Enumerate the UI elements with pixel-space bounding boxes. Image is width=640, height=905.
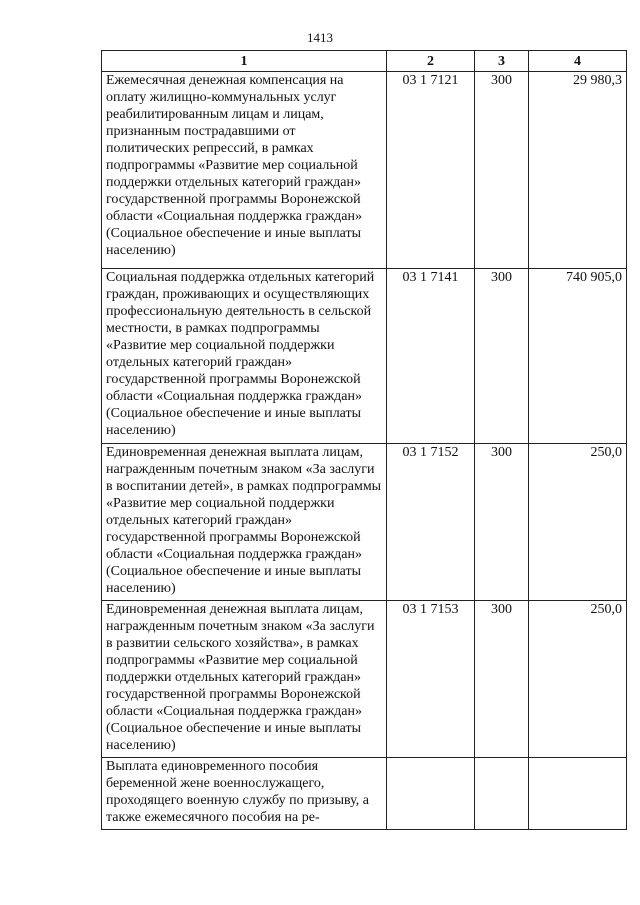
row-amount: 740 905,0 [529, 269, 627, 444]
row-expense-type: 300 [475, 269, 529, 444]
table-row [102, 444, 627, 601]
header-col-2: 2 [387, 51, 475, 72]
row-target-code: 03 1 7153 [387, 601, 475, 758]
row-description: Единовременная денежная выплата лицам, награжденным почетным знаком «За заслуги в развитии сельского хозяйства», в рамках подпрограммы «Развитие мер социальной поддержки отдельных категорий граждан» государственной программы Воронежской области «Социальная поддержка граждан» (Социальное обеспечение и иные выплаты населению) [102, 601, 387, 758]
row-description: Ежемесячная денежная компенсация на оплату жилищно-коммунальных услуг реабилитированным лицам и лицам, признанным пострадавшими от политических репрессий, в рамках подпрограммы «Развитие мер социальной поддержки отдельных категорий граждан» государственной программы Воронежской области «Социальная поддержка граждан» (Социальное обеспечение и иные выплаты населению) [102, 72, 387, 269]
page-number: 1413 [307, 30, 333, 45]
row-target-code: 03 1 7141 [387, 269, 475, 444]
row-target-code: 03 1 7121 [387, 72, 475, 269]
budget-table [101, 50, 627, 830]
table-row [102, 758, 627, 830]
row-amount: 250,0 [529, 444, 627, 601]
header-col-3: 3 [475, 51, 529, 72]
table-row [102, 601, 627, 758]
table-row [102, 269, 627, 444]
row-description: Единовременная денежная выплата лицам, награжденным почетным знаком «За заслуги в воспитании детей», в рамках подпрограммы «Развитие мер социальной поддержки отдельных категорий граждан» государственной программы Воронежской области «Социальная поддержка граждан» (Социальное обеспечение и иные выплаты населению) [102, 444, 387, 601]
table-header-row [102, 51, 627, 72]
row-description: Выплата единовременного пособия беременной жене военнослужащего, проходящего военную службу по призыву, а также ежемесячного пособия на ре- [102, 758, 387, 830]
header-col-1: 1 [102, 51, 387, 72]
table-row [102, 72, 627, 269]
row-amount: 250,0 [529, 601, 627, 758]
row-expense-type: 300 [475, 601, 529, 758]
row-expense-type: 300 [475, 444, 529, 601]
row-description: Социальная поддержка отдельных категорий граждан, проживающих и осуществляющих профессиональную деятельность в сельской местности, в рамках подпрограммы «Развитие мер социальной поддержки отдельных категорий граждан» государственной программы Воронежской области «Социальная поддержка граждан» (Социальное обеспечение и иные выплаты населению) [102, 269, 387, 444]
row-amount: 29 980,3 [529, 72, 627, 269]
row-expense-type: 300 [475, 72, 529, 269]
row-expense-type [475, 758, 529, 830]
row-target-code: 03 1 7152 [387, 444, 475, 601]
header-col-4: 4 [529, 51, 627, 72]
row-target-code [387, 758, 475, 830]
row-amount [529, 758, 627, 830]
